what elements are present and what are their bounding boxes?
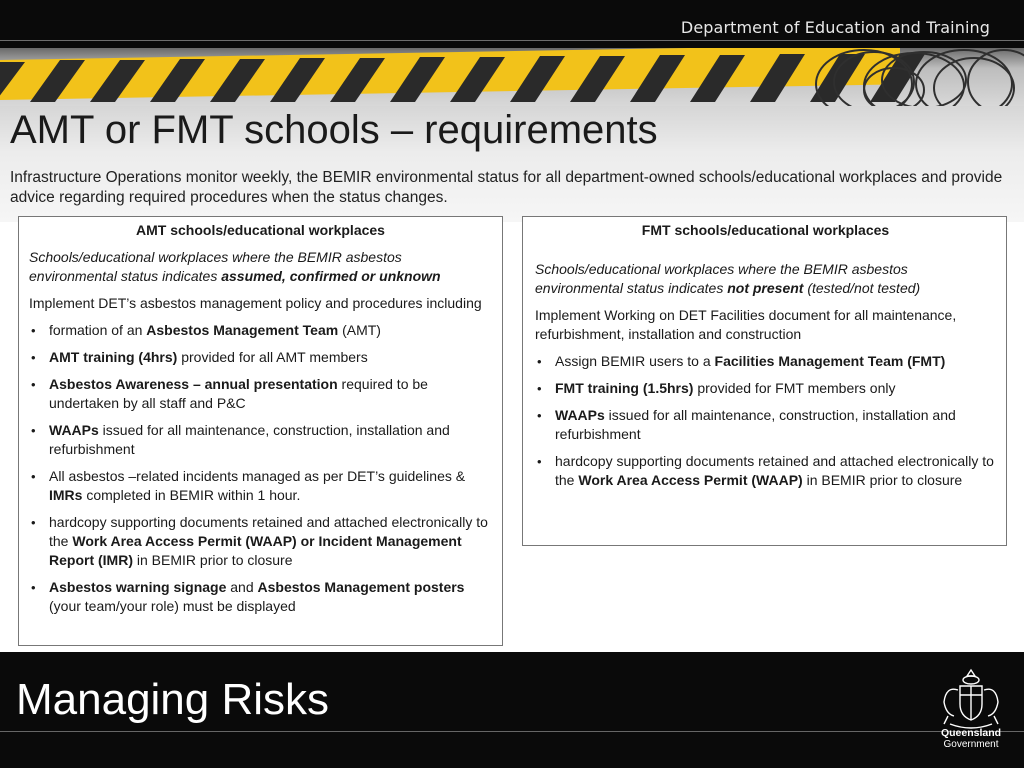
list-item-text: issued for all maintenance, construction, installation and refurbishment <box>49 422 450 457</box>
amt-desc-text: Schools/educational workplaces where the BEMIR asbestos environmental status indicates <box>29 249 402 284</box>
fmt-desc-text: (tested/not tested) <box>803 280 921 296</box>
list-item <box>535 352 996 371</box>
amt-description <box>29 248 492 286</box>
list-item-text: completed in BEMIR within 1 hour. <box>82 487 301 503</box>
government-subtitle: Government <box>943 739 999 750</box>
list-item-emphasis: Asbestos Management posters <box>257 579 465 595</box>
list-item-emphasis: Facilities Management Team (FMT) <box>714 353 946 369</box>
footer-title: Managing Risks <box>16 675 330 724</box>
header-divider <box>0 40 1024 41</box>
list-item-text: issued for all maintenance, construction, installation and refurbishment <box>555 407 956 442</box>
list-item-text: All asbestos –related incidents managed as per DET’s guidelines & <box>49 468 466 484</box>
amt-intro: Implement DET’s asbestos management policy and procedures including <box>29 295 482 311</box>
top-header-bar <box>0 0 1024 48</box>
list-item-text: hardcopy supporting documents retained and attached electronically to the <box>49 514 488 549</box>
list-item-emphasis: AMT training (4hrs) <box>49 349 178 365</box>
list-item <box>535 406 996 444</box>
list-item-emphasis: WAAPs <box>49 422 99 438</box>
list-item-text: (AMT) <box>338 322 381 338</box>
fmt-intro: Implement Working on DET Facilities document for all maintenance, refurbishment, installation and construction <box>535 307 957 342</box>
list-item-emphasis: Asbestos Awareness – annual presentation <box>49 376 338 392</box>
slide-title: AMT or FMT schools – requirements <box>10 108 658 152</box>
footer-divider <box>0 731 1024 732</box>
government-wordmark <box>936 728 1006 750</box>
list-item <box>29 578 492 616</box>
list-item-emphasis: WAAPs <box>555 407 605 423</box>
list-item-text: required to be undertaken by all staff and P&C <box>49 376 428 411</box>
fmt-desc-text: Schools/educational workplaces where the BEMIR asbestos environmental status indicates <box>535 261 908 296</box>
slide-intro: Infrastructure Operations monitor weekly, the BEMIR environmental status for all department-owned schools/educational workplaces and provide advice regarding required procedures when the status changes. <box>10 169 1003 206</box>
list-item <box>29 321 492 340</box>
amt-desc-status: assumed, confirmed or unknown <box>221 268 441 284</box>
list-item <box>535 379 996 398</box>
fmt-heading: FMT schools/educational workplaces <box>641 222 890 238</box>
list-item-emphasis: IMRs <box>49 487 83 503</box>
list-item <box>29 375 492 413</box>
list-item-text: provided for FMT members only <box>693 380 896 396</box>
list-item-text: (your team/your role) must be displayed <box>49 598 296 614</box>
fmt-desc-status: not present <box>727 280 804 296</box>
list-item-emphasis: FMT training (1.5hrs) <box>555 380 694 396</box>
fmt-requirements-list <box>535 352 996 490</box>
list-item-text: provided for all AMT members <box>177 349 368 365</box>
amt-requirements-list <box>29 321 492 616</box>
list-item <box>29 513 492 570</box>
list-item-emphasis: Work Area Access Permit (WAAP) <box>578 472 803 488</box>
list-item-text: Assign BEMIR users to a <box>555 353 715 369</box>
list-item-text: formation of an <box>49 322 147 338</box>
amt-heading: AMT schools/educational workplaces <box>136 222 385 238</box>
fmt-requirements-box <box>522 216 1007 546</box>
government-name: Queensland <box>940 727 1002 739</box>
list-item-emphasis: Work Area Access Permit (WAAP) or Incident Management Report (IMR) <box>49 533 462 568</box>
list-item-emphasis: Asbestos Management Team <box>146 322 339 338</box>
department-name: Department of Education and Training <box>680 18 990 37</box>
list-item <box>535 452 996 490</box>
list-item <box>29 421 492 459</box>
list-item-text: hardcopy supporting documents retained and attached electronically to the <box>555 453 994 488</box>
list-item <box>29 467 492 505</box>
list-item-text: in BEMIR prior to closure <box>802 472 963 488</box>
list-item-text: and <box>226 579 258 595</box>
amt-requirements-box <box>18 216 503 646</box>
list-item <box>29 348 492 367</box>
list-item-text: in BEMIR prior to closure <box>133 552 293 568</box>
list-item-emphasis: Asbestos warning signage <box>49 579 227 595</box>
fmt-description <box>535 260 996 298</box>
